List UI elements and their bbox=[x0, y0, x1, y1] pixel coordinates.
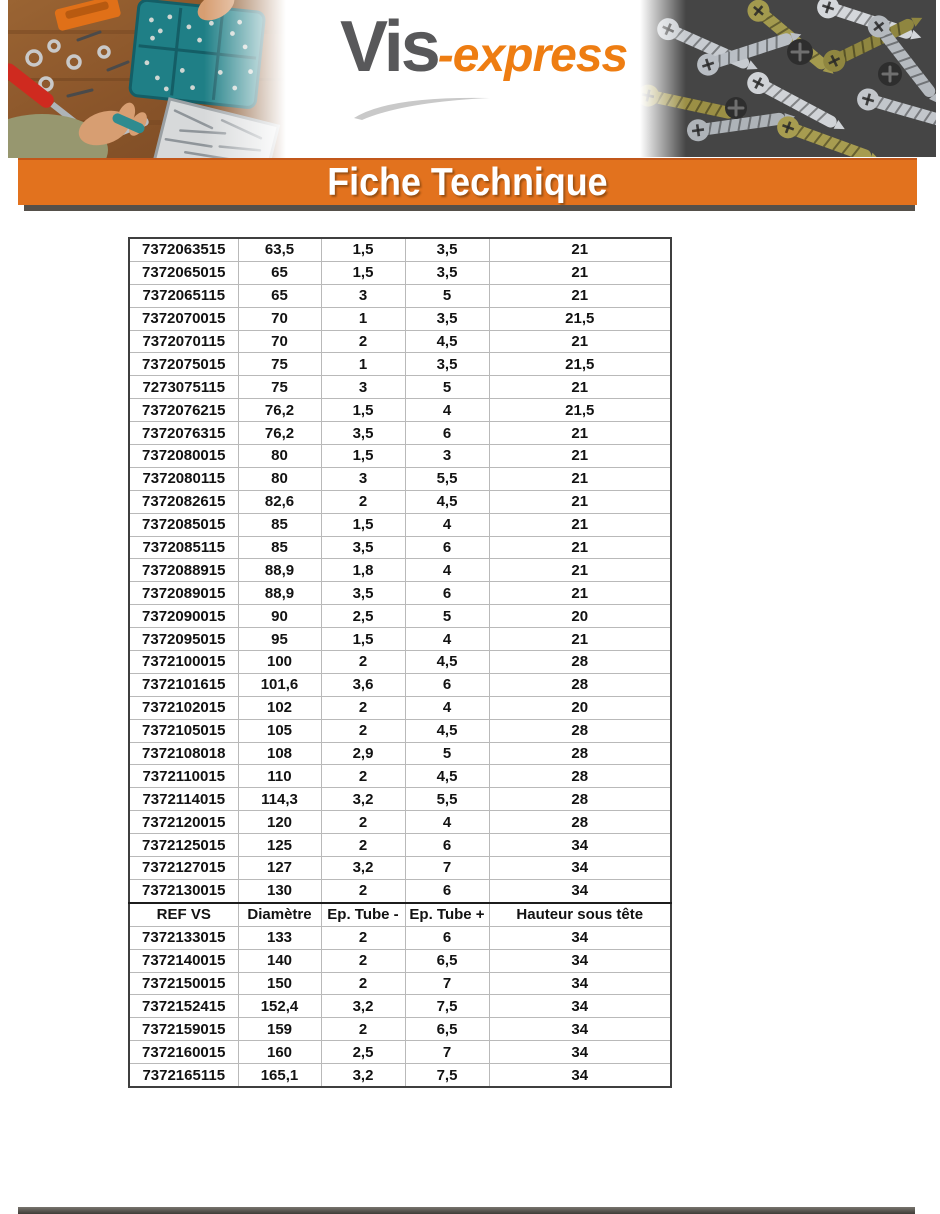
table-cell: 3,2 bbox=[321, 995, 405, 1018]
table-cell: 7372100015 bbox=[129, 651, 238, 674]
table-row bbox=[129, 834, 671, 857]
spec-table bbox=[128, 237, 672, 1088]
table-cell: 7372160015 bbox=[129, 1041, 238, 1064]
table-cell: 1,5 bbox=[321, 238, 405, 261]
table-cell: 4 bbox=[405, 399, 489, 422]
table-row bbox=[129, 422, 671, 445]
table-cell: 34 bbox=[489, 857, 671, 880]
table-cell: 21 bbox=[489, 467, 671, 490]
table-cell: 34 bbox=[489, 879, 671, 902]
table-cell: 133 bbox=[238, 926, 321, 949]
table-cell: 7372105015 bbox=[129, 719, 238, 742]
table-cell: 7372101615 bbox=[129, 673, 238, 696]
table-row bbox=[129, 582, 671, 605]
table-cell: 7,5 bbox=[405, 1064, 489, 1087]
table-cell: 6 bbox=[405, 422, 489, 445]
table-row bbox=[129, 628, 671, 651]
table-cell: 7372159015 bbox=[129, 1018, 238, 1041]
table-cell: 80 bbox=[238, 445, 321, 468]
table-cell: 76,2 bbox=[238, 422, 321, 445]
table-cell: 101,6 bbox=[238, 673, 321, 696]
table-cell: 21 bbox=[489, 559, 671, 582]
table-cell: 28 bbox=[489, 673, 671, 696]
table-cell: 34 bbox=[489, 926, 671, 949]
table-cell: 1,5 bbox=[321, 261, 405, 284]
table-row bbox=[129, 857, 671, 880]
table-cell: 114,3 bbox=[238, 788, 321, 811]
table-row bbox=[129, 1064, 671, 1087]
table-cell: 85 bbox=[238, 513, 321, 536]
table-row bbox=[129, 811, 671, 834]
table-cell: 2 bbox=[321, 972, 405, 995]
table-cell: 2 bbox=[321, 330, 405, 353]
table-cell: 2 bbox=[321, 949, 405, 972]
table-row bbox=[129, 238, 671, 261]
table-cell: 34 bbox=[489, 1018, 671, 1041]
table-cell: 2 bbox=[321, 651, 405, 674]
table-cell: 75 bbox=[238, 353, 321, 376]
table-cell: 34 bbox=[489, 949, 671, 972]
table-cell: 2,9 bbox=[321, 742, 405, 765]
table-cell: 21 bbox=[489, 284, 671, 307]
table-cell: 7372125015 bbox=[129, 834, 238, 857]
table-cell: 3,5 bbox=[321, 422, 405, 445]
table-cell: 7372082615 bbox=[129, 490, 238, 513]
table-row bbox=[129, 536, 671, 559]
table-row bbox=[129, 719, 671, 742]
table-cell: 165,1 bbox=[238, 1064, 321, 1087]
table-cell: 21 bbox=[489, 513, 671, 536]
table-cell: 21 bbox=[489, 238, 671, 261]
table-cell: 3,2 bbox=[321, 857, 405, 880]
table-cell: 7372080115 bbox=[129, 467, 238, 490]
table-row bbox=[129, 926, 671, 949]
table-cell: 7372133015 bbox=[129, 926, 238, 949]
table-row bbox=[129, 559, 671, 582]
table-cell: 2 bbox=[321, 926, 405, 949]
table-cell: 7372127015 bbox=[129, 857, 238, 880]
table-cell: 3,5 bbox=[321, 582, 405, 605]
table-cell: 6 bbox=[405, 879, 489, 902]
table-cell: 34 bbox=[489, 1064, 671, 1087]
table-cell: 1,8 bbox=[321, 559, 405, 582]
table-cell: 108 bbox=[238, 742, 321, 765]
table-cell: 1 bbox=[321, 307, 405, 330]
table-cell: 7372095015 bbox=[129, 628, 238, 651]
table-cell: 4,5 bbox=[405, 719, 489, 742]
table-cell: 90 bbox=[238, 605, 321, 628]
table-cell: 34 bbox=[489, 834, 671, 857]
table-row bbox=[129, 673, 671, 696]
table-cell: 5 bbox=[405, 742, 489, 765]
table-cell: 7372075015 bbox=[129, 353, 238, 376]
table-cell: 3,6 bbox=[321, 673, 405, 696]
logo-text-secondary: -express bbox=[437, 29, 628, 82]
table-cell: 152,4 bbox=[238, 995, 321, 1018]
table-cell: 20 bbox=[489, 605, 671, 628]
table-row bbox=[129, 949, 671, 972]
table-cell: 7372114015 bbox=[129, 788, 238, 811]
table-cell: 7372150015 bbox=[129, 972, 238, 995]
logo-swoosh-icon bbox=[352, 94, 492, 120]
workbench-photo-art bbox=[8, 0, 286, 158]
table-cell: 7372076215 bbox=[129, 399, 238, 422]
table-cell: 2 bbox=[321, 1018, 405, 1041]
table-cell: 70 bbox=[238, 307, 321, 330]
table-cell: 28 bbox=[489, 765, 671, 788]
table-cell: 21,5 bbox=[489, 353, 671, 376]
table-cell: 6 bbox=[405, 582, 489, 605]
table-cell: 76,2 bbox=[238, 399, 321, 422]
table-cell: 1,5 bbox=[321, 445, 405, 468]
table-cell: 6 bbox=[405, 536, 489, 559]
table-cell: 7372070115 bbox=[129, 330, 238, 353]
table-row bbox=[129, 1041, 671, 1064]
column-header-cell: Ep. Tube + bbox=[405, 903, 489, 926]
table-cell: 4 bbox=[405, 811, 489, 834]
table-cell: 7372130015 bbox=[129, 879, 238, 902]
table-cell: 159 bbox=[238, 1018, 321, 1041]
table-cell: 4 bbox=[405, 559, 489, 582]
table-cell: 3 bbox=[321, 284, 405, 307]
table-cell: 4,5 bbox=[405, 651, 489, 674]
table-cell: 6,5 bbox=[405, 1018, 489, 1041]
table-row bbox=[129, 261, 671, 284]
table-cell: 5,5 bbox=[405, 467, 489, 490]
table-cell: 1,5 bbox=[321, 513, 405, 536]
table-cell: 2 bbox=[321, 834, 405, 857]
table-cell: 21,5 bbox=[489, 399, 671, 422]
table-cell: 21 bbox=[489, 330, 671, 353]
table-cell: 7372063515 bbox=[129, 238, 238, 261]
column-header-cell: Ep. Tube - bbox=[321, 903, 405, 926]
table-cell: 120 bbox=[238, 811, 321, 834]
table-row bbox=[129, 696, 671, 719]
table-cell: 4 bbox=[405, 628, 489, 651]
table-row bbox=[129, 445, 671, 468]
table-cell: 3,2 bbox=[321, 1064, 405, 1087]
table-cell: 2 bbox=[321, 879, 405, 902]
table-cell: 88,9 bbox=[238, 582, 321, 605]
table-row bbox=[129, 788, 671, 811]
table-cell: 20 bbox=[489, 696, 671, 719]
table-cell: 80 bbox=[238, 467, 321, 490]
table-cell: 160 bbox=[238, 1041, 321, 1064]
table-cell: 63,5 bbox=[238, 238, 321, 261]
table-row bbox=[129, 376, 671, 399]
table-cell: 3 bbox=[321, 376, 405, 399]
table-cell: 4,5 bbox=[405, 490, 489, 513]
table-cell: 5 bbox=[405, 605, 489, 628]
table-cell: 7 bbox=[405, 1041, 489, 1064]
table-cell: 6 bbox=[405, 834, 489, 857]
table-cell: 1 bbox=[321, 353, 405, 376]
page-title: Fiche Technique bbox=[327, 161, 608, 204]
banner-shadow bbox=[24, 205, 915, 211]
table-row bbox=[129, 284, 671, 307]
table-cell: 7273075115 bbox=[129, 376, 238, 399]
column-header-cell: REF VS bbox=[129, 903, 238, 926]
table-row bbox=[129, 353, 671, 376]
table-cell: 65 bbox=[238, 261, 321, 284]
table-cell: 21,5 bbox=[489, 307, 671, 330]
banner bbox=[18, 158, 917, 205]
logo-text-primary: Vis bbox=[340, 7, 438, 87]
table-cell: 70 bbox=[238, 330, 321, 353]
table-cell: 21 bbox=[489, 376, 671, 399]
spec-table-element bbox=[128, 237, 672, 1088]
table-row bbox=[129, 399, 671, 422]
table-row bbox=[129, 972, 671, 995]
table-cell: 7372080015 bbox=[129, 445, 238, 468]
table-cell: 2 bbox=[321, 490, 405, 513]
table-cell: 7372102015 bbox=[129, 696, 238, 719]
table-cell: 6 bbox=[405, 673, 489, 696]
table-cell: 127 bbox=[238, 857, 321, 880]
table-cell: 21 bbox=[489, 422, 671, 445]
table-cell: 7372065015 bbox=[129, 261, 238, 284]
table-row bbox=[129, 879, 671, 902]
table-row bbox=[129, 995, 671, 1018]
table-row bbox=[129, 605, 671, 628]
column-header-cell: Hauteur sous tête bbox=[489, 903, 671, 926]
table-cell: 2 bbox=[321, 811, 405, 834]
table-cell: 3 bbox=[321, 467, 405, 490]
table-cell: 7 bbox=[405, 857, 489, 880]
table-row bbox=[129, 330, 671, 353]
table-cell: 21 bbox=[489, 536, 671, 559]
table-cell: 75 bbox=[238, 376, 321, 399]
table-row bbox=[129, 513, 671, 536]
table-cell: 21 bbox=[489, 490, 671, 513]
table-row bbox=[129, 1018, 671, 1041]
table-cell: 21 bbox=[489, 628, 671, 651]
spec-table-body bbox=[129, 238, 671, 1087]
table-cell: 130 bbox=[238, 879, 321, 902]
screws-photo bbox=[640, 0, 936, 157]
table-cell: 28 bbox=[489, 742, 671, 765]
table-cell: 3 bbox=[405, 445, 489, 468]
screws-photo-art bbox=[640, 0, 936, 157]
table-cell: 150 bbox=[238, 972, 321, 995]
table-cell: 7372089015 bbox=[129, 582, 238, 605]
table-cell: 102 bbox=[238, 696, 321, 719]
table-cell: 34 bbox=[489, 1041, 671, 1064]
table-cell: 7372165115 bbox=[129, 1064, 238, 1087]
table-cell: 88,9 bbox=[238, 559, 321, 582]
table-cell: 7372076315 bbox=[129, 422, 238, 445]
table-cell: 3,5 bbox=[405, 353, 489, 376]
vis-express-logo bbox=[340, 6, 628, 136]
table-row bbox=[129, 307, 671, 330]
table-cell: 105 bbox=[238, 719, 321, 742]
table-cell: 125 bbox=[238, 834, 321, 857]
table-cell: 7372088915 bbox=[129, 559, 238, 582]
table-cell: 82,6 bbox=[238, 490, 321, 513]
table-row bbox=[129, 467, 671, 490]
table-cell: 140 bbox=[238, 949, 321, 972]
table-cell: 100 bbox=[238, 651, 321, 674]
table-cell: 1,5 bbox=[321, 628, 405, 651]
table-cell: 95 bbox=[238, 628, 321, 651]
table-row bbox=[129, 765, 671, 788]
workbench-photo bbox=[8, 0, 286, 158]
table-row bbox=[129, 651, 671, 674]
table-cell: 3,5 bbox=[405, 307, 489, 330]
table-cell: 3,5 bbox=[405, 238, 489, 261]
table-cell: 7372065115 bbox=[129, 284, 238, 307]
table-cell: 3,2 bbox=[321, 788, 405, 811]
table-cell: 7372110015 bbox=[129, 765, 238, 788]
table-cell: 7372108018 bbox=[129, 742, 238, 765]
table-cell: 7372140015 bbox=[129, 949, 238, 972]
table-cell: 7 bbox=[405, 972, 489, 995]
table-cell: 4 bbox=[405, 513, 489, 536]
table-cell: 28 bbox=[489, 719, 671, 742]
column-header-cell: Diamètre bbox=[238, 903, 321, 926]
table-cell: 4,5 bbox=[405, 765, 489, 788]
table-cell: 21 bbox=[489, 445, 671, 468]
table-cell: 2,5 bbox=[321, 605, 405, 628]
table-cell: 4,5 bbox=[405, 330, 489, 353]
table-cell: 28 bbox=[489, 811, 671, 834]
table-cell: 7372090015 bbox=[129, 605, 238, 628]
table-cell: 7372085115 bbox=[129, 536, 238, 559]
footer-rule bbox=[18, 1207, 915, 1214]
table-cell: 28 bbox=[489, 788, 671, 811]
table-cell: 2 bbox=[321, 696, 405, 719]
table-cell: 85 bbox=[238, 536, 321, 559]
table-cell: 6,5 bbox=[405, 949, 489, 972]
table-cell: 7372070015 bbox=[129, 307, 238, 330]
table-cell: 21 bbox=[489, 582, 671, 605]
table-cell: 4 bbox=[405, 696, 489, 719]
table-cell: 110 bbox=[238, 765, 321, 788]
table-cell: 21 bbox=[489, 261, 671, 284]
table-cell: 5,5 bbox=[405, 788, 489, 811]
table-cell: 6 bbox=[405, 926, 489, 949]
table-cell: 7,5 bbox=[405, 995, 489, 1018]
table-cell: 3,5 bbox=[405, 261, 489, 284]
table-cell: 2,5 bbox=[321, 1041, 405, 1064]
column-header-row bbox=[129, 903, 671, 926]
table-cell: 7372152415 bbox=[129, 995, 238, 1018]
table-cell: 7372120015 bbox=[129, 811, 238, 834]
table-row bbox=[129, 490, 671, 513]
table-cell: 34 bbox=[489, 972, 671, 995]
table-cell: 28 bbox=[489, 651, 671, 674]
table-cell: 65 bbox=[238, 284, 321, 307]
table-cell: 7372085015 bbox=[129, 513, 238, 536]
table-cell: 5 bbox=[405, 284, 489, 307]
table-cell: 34 bbox=[489, 995, 671, 1018]
table-cell: 5 bbox=[405, 376, 489, 399]
table-cell: 2 bbox=[321, 719, 405, 742]
table-cell: 1,5 bbox=[321, 399, 405, 422]
table-cell: 2 bbox=[321, 765, 405, 788]
table-cell: 3,5 bbox=[321, 536, 405, 559]
table-row bbox=[129, 742, 671, 765]
